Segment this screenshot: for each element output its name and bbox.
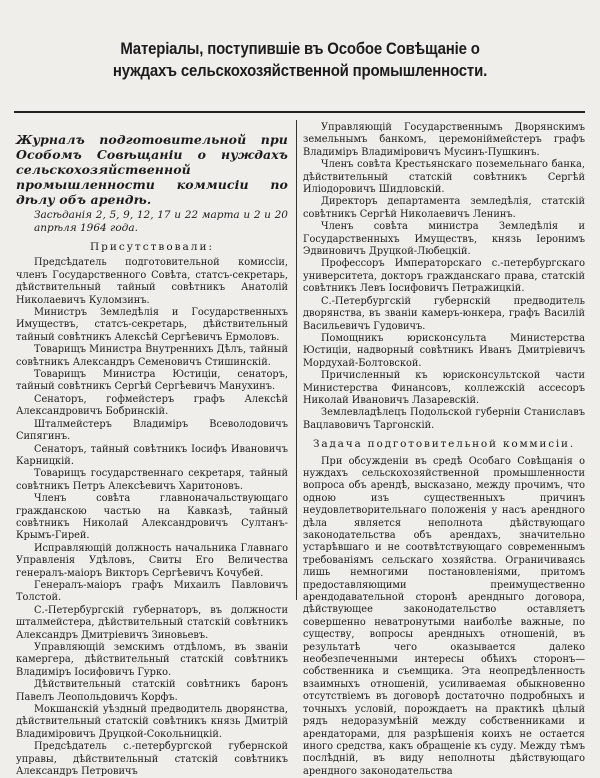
- attendee-paragraph: Товарищъ Министра Внутреннихъ Дѣлъ, тайный совѣтникъ Александръ Семеновичъ Стишинскій.: [16, 344, 288, 368]
- title-rule: [14, 111, 585, 113]
- attendee-paragraph: Министръ Земледѣлія и Государственныхъ Имуществъ, статсъ-секретарь, дѣйствительный тайный совѣтникъ Алексѣй Сергѣевичъ Ермоловъ.: [16, 307, 288, 343]
- attendee-paragraph: Помощникъ юрисконсульта Министерства Юстиціи, надворный совѣтникъ Иванъ Дмитріевичъ Мордухай-Болтовской.: [303, 332, 585, 369]
- attendee-paragraph: Сенаторъ, гофмейстеръ графъ Алексѣй Александровичъ Бобринскій.: [16, 393, 288, 418]
- attendee-paragraph: Товарищъ государственнаго секретаря, тайный совѣтникъ Петръ Алексѣевичъ Харитоновъ.: [16, 468, 288, 492]
- attendee-paragraph: Землевладѣлецъ Подольской губерніи Станиславъ Вацлавовичъ Таргонскій.: [303, 407, 585, 431]
- attendee-paragraph: Шталмейстеръ Владиміръ Всеволодовичъ Сипягинъ.: [16, 418, 288, 443]
- page-title: Матеріалы, поступившіе въ Особое Совѣщаніе о нуждахъ сельскохозяйственной промышленности.: [112, 39, 488, 80]
- attendee-paragraph: Причисленный къ юрисконсультской части Министерства Финансовъ, коллежскій ассесоръ Николай Ивановичъ Лазаревскій.: [303, 370, 585, 406]
- task-paragraph: При обсужденіи въ средѣ Особаго Совѣщанія о нуждахъ сельскохозяйственной промышленности вопроса объ арендѣ, высказано, между прочимъ, что одною изъ существенныхъ причинъ неудовлетворительнаго положенія у насъ арендного дѣла является неполнота дѣйствующаго законодательства объ арендахъ, значительно устарѣвшаго и не соотвѣтствующаго современнымъ требованіямъ сельскаго хозяйства. Ограничиваясь лишь немногими постановленіями, притомъ предоставляющими преимущественно арендодавательной сторонѣ арендныго договора, дѣйствующее законодательство оставляетъ совершенно неватронутыми наиболѣе важные, по существу, вопросы арендныхъ отношеній, въ результатѣ чего оказывается далеко необезпеченными интересы обѣихъ сторонъ—собственника и съемщика. Эта неопредѣленность взаимныхъ отношеній, усиливаемая обыкновенно отсутствіемъ въ договорѣ достаточно подробныхъ и точныхъ условій, порождаетъ на практикѣ цѣлый рядъ недоразумѣній между собственниками и арендаторами, для разрѣшенія коихъ не остается иного средства, какъ обращеніе къ суду. Между тѣмъ послѣдній, въ виду неполноты дѣйствующаго арендного законодательства: [303, 455, 585, 777]
- journal-title: Журналъ подготовительной при Особомъ Совѣщаніи о нуждахъ сельскохозяйственной промышленности коммисіи по дѣлу объ арендѣ.: [16, 132, 288, 207]
- column-divider: [296, 120, 297, 600]
- attendee-paragraph: Предсѣдатель с.-петербургской губернской управы, дѣйствительный статскій совѣтникъ Александръ Петровичъ: [16, 741, 288, 778]
- task-heading: Задача подготовительной коммисіи.: [313, 438, 575, 451]
- attendee-paragraph: Сенаторъ, тайный совѣтникъ Іосифъ Ивановичъ Карницкій.: [16, 443, 288, 467]
- attendee-paragraph: Исправляющій должность начальника Главнаго Управленія Удѣловъ, Свиты Его Величества генералъ-маіоръ Викторъ Сергѣевичъ Кочубей.: [16, 542, 288, 579]
- attendee-paragraph: Директоръ департамента земледѣлія, статскій совѣтникъ Сергѣй Николаевичъ Ленинъ.: [303, 196, 585, 220]
- attendee-paragraph: С.-Петербургскій губернаторъ, въ должности шталмейстера, дѣйствительный статскій совѣтникъ Александръ Дмитріевичъ Зиновьевъ.: [16, 604, 288, 641]
- attendee-paragraph: Мокшанскій уѣздный предводитель дворянства, дѣйствительный статскій совѣтникъ князь Дмитрій Владиміровичъ Друцкой-Сокольницкій.: [16, 704, 288, 740]
- attendee-paragraph: Управляющій Государственнымъ Дворянскимъ земельнымъ банкомъ, церемоніймейстеръ графъ Владиміръ Владиміровичъ Мусинъ-Пушкинъ.: [303, 122, 585, 158]
- attendee-paragraph: Профессоръ Императорскаго с.-петербургскаго университета, докторъ гражданскаго права, статскій совѣтникъ Левъ Іосифовичъ Петражицкій.: [303, 258, 585, 295]
- left-column: [16, 122, 288, 778]
- right-column: [303, 122, 585, 778]
- attendee-paragraph: Управляющій земскимъ отдѣломъ, въ званіи камергера, дѣйствительный статскій совѣтникъ Владиміръ Іосифовичъ Гурко.: [16, 642, 288, 678]
- attendee-paragraph: Товарищъ Министра Юстиціи, сенаторъ, тайный совѣтникъ Сергѣй Сергѣевичъ Манухинъ.: [16, 369, 288, 393]
- attendee-paragraph: Дѣйствительный статскій совѣтникъ баронъ Павелъ Леопольдовичъ Корфъ.: [16, 679, 288, 703]
- attendees-heading: Присутствовали:: [89, 241, 215, 253]
- session-dates: Засѣданія 2, 5, 9, 12, 17 и 22 марта и 2 и 20 апрѣля 1964 года.: [34, 209, 288, 234]
- attendee-paragraph: Членъ совѣта министра Земледѣлія и Государственныхъ Имуществъ, князь Іеронимъ Эдвиновичъ Друцкой-Любецкій.: [303, 221, 585, 258]
- attendee-paragraph: Членъ совѣта Крестьянскаго поземельнаго банка, дѣйствительный статскій совѣтникъ Сергѣй Иліодоровичъ Шидловскій.: [303, 159, 585, 196]
- attendee-paragraph: Генералъ-маіоръ графъ Михаилъ Павловичъ Толстой.: [16, 579, 288, 604]
- attendee-paragraph: Предсѣдатель подготовительной комиссіи, членъ Государственного Совѣта, статсъ-секретарь, дѣйствительный тайный совѣтникъ Анатолій Николаевичъ Куломзинъ.: [16, 257, 288, 306]
- attendee-paragraph: Членъ совѣта главноначальствующаго гражданскою частью на Кавказѣ, тайный совѣтникъ Николай Александровичъ Султанъ-Крымъ-Гирей.: [16, 493, 288, 542]
- attendee-paragraph: С.-Петербургскій губернскій предводитель дворянства, въ званіи камеръ-юнкера, графъ Василій Васильевичъ Гудовичъ.: [303, 295, 585, 332]
